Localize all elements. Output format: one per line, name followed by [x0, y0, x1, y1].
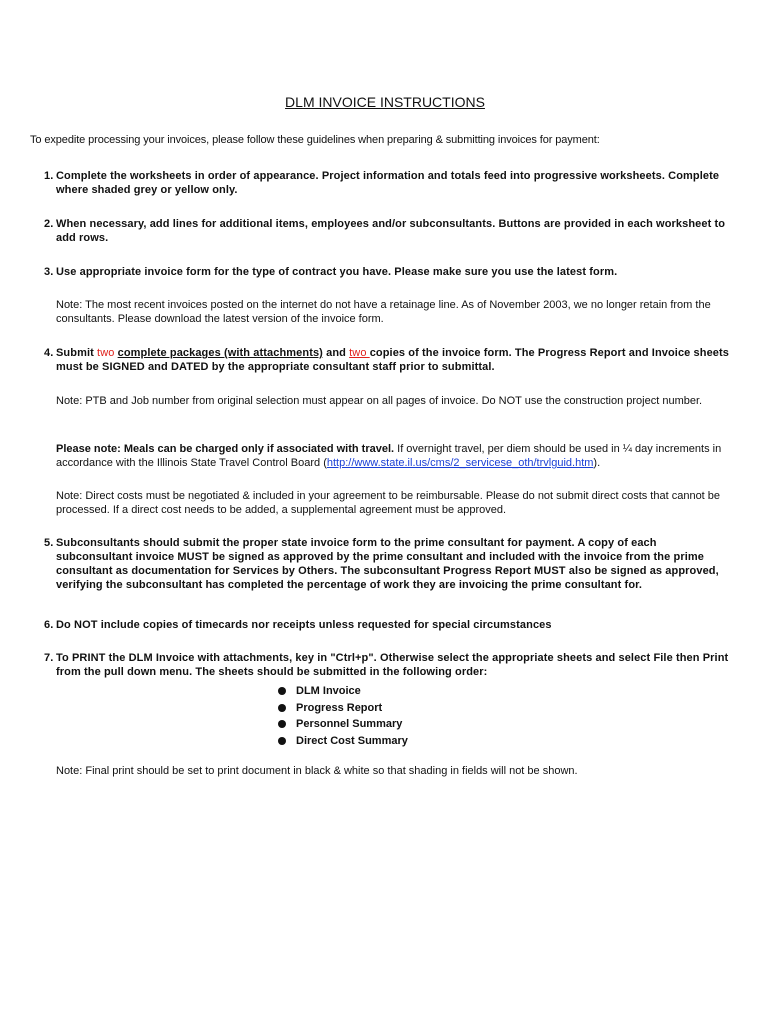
item-text — [56, 346, 734, 374]
instruction-item-4 — [44, 346, 734, 374]
instruction-item-7 — [44, 651, 734, 679]
highlight-two: two — [349, 347, 370, 359]
note-bold-text: : Meals can be charged only if associated with travel. — [117, 443, 395, 455]
bullet-icon — [278, 737, 286, 745]
page-title: DLM INVOICE INSTRUCTIONS — [285, 94, 485, 110]
underlined-packages: complete packages (with attachments) — [117, 347, 323, 359]
print-order-list — [278, 683, 408, 749]
item-number: 7. — [44, 652, 54, 664]
list-item — [278, 733, 408, 750]
item-number: 3. — [44, 266, 54, 278]
item-number: 2. — [44, 218, 54, 230]
bullet-icon — [278, 687, 286, 695]
list-item-label: Personnel Summary — [296, 718, 403, 730]
note-meals — [56, 442, 736, 470]
item-text: Complete the worksheets in order of appearance. Project information and totals feed into progressive worksheets. Complete where shaded grey or yellow only. — [56, 170, 720, 196]
instruction-item-6 — [44, 618, 734, 632]
highlight-two: two — [97, 347, 118, 359]
instruction-item-3 — [44, 265, 734, 279]
item-text-part: copies of the invoice form. The Progress Report and Invoice sheets must be SIGNED and DATED by the appropriate consultant staff prior to submittal. — [56, 347, 730, 373]
list-item-label: Direct Cost Summary — [296, 734, 408, 747]
list-item — [278, 683, 408, 700]
list-item-label: DLM Invoice — [296, 685, 361, 697]
item-number: 4. — [44, 347, 54, 359]
list-item-label: Progress Report — [296, 701, 383, 714]
item-text: Do NOT include copies of timecards nor receipts unless requested for special circumstances — [56, 619, 552, 631]
note-text: ). — [593, 457, 601, 469]
intro-text: To expedite processing your invoices, please follow these guidelines when preparing & submitting invoices for payment: — [30, 134, 600, 146]
item-text-part: and — [322, 347, 350, 359]
item-number: 1. — [44, 170, 54, 182]
list-item — [278, 700, 408, 717]
item-number: 5. — [44, 537, 54, 549]
travel-board-link[interactable]: http://www.state.il.us/cms/2_servicese_oth/trvlguid.htm — [326, 457, 594, 469]
bullet-icon — [278, 704, 286, 712]
instruction-item-5 — [44, 536, 734, 592]
note-ptb-job: Note: PTB and Job number from original selection must appear on all pages of invoice. Do NOT use the construction project number. — [56, 395, 703, 407]
item-text: Subconsultants should submit the proper state invoice form to the prime consultant for payment. A copy of each subconsultant invoice MUST be signed as approved by the prime consultant and included with the invoice from the prime consultant as documentation for Services by Others. The subconsultant Progress Report MUST also be signed as approved, verifying the subconsultant has completed the percentage of work they are invoicing the prime consultant for. — [56, 537, 719, 591]
item-text-part: Submit — [56, 347, 98, 359]
note-retainage: Note: The most recent invoices posted on the internet do not have a retainage line. As of November 2003, we no longer retain from the consultants. Please download the latest version of the invoice form. — [56, 299, 711, 325]
list-item — [278, 716, 408, 733]
item-text: Use appropriate invoice form for the type of contract you have. Please make sure you use the latest form. — [56, 266, 618, 278]
item-text: When necessary, add lines for additional items, employees and/or subconsultants. Buttons are provided in each worksheet to add rows. — [56, 218, 726, 244]
note-text: If overnight travel, per diem should be used in ¼ day increments in accordance with the Illinois State Travel Control Board ( — [56, 443, 722, 469]
note-lead: Please note — [56, 443, 118, 455]
bullet-icon — [278, 720, 286, 728]
note-final-print: Note: Final print should be set to print document in black & white so that shading in fields will not be shown. — [56, 765, 578, 777]
item-number: 6. — [44, 619, 54, 631]
item-text: To PRINT the DLM Invoice with attachments, key in "Ctrl+p". Otherwise select the appropriate sheets and select File then Print from the pull down menu. The sheets should be submitted in the following order: — [56, 652, 729, 678]
note-direct-costs: Note: Direct costs must be negotiated & included in your agreement to be reimbursable. Please do not submit direct costs that cannot be processed. If a direct cost needs to be added, a supplemental agreement must be approved. — [56, 490, 721, 516]
instruction-item-2 — [44, 217, 734, 245]
instruction-item-1 — [44, 169, 734, 197]
